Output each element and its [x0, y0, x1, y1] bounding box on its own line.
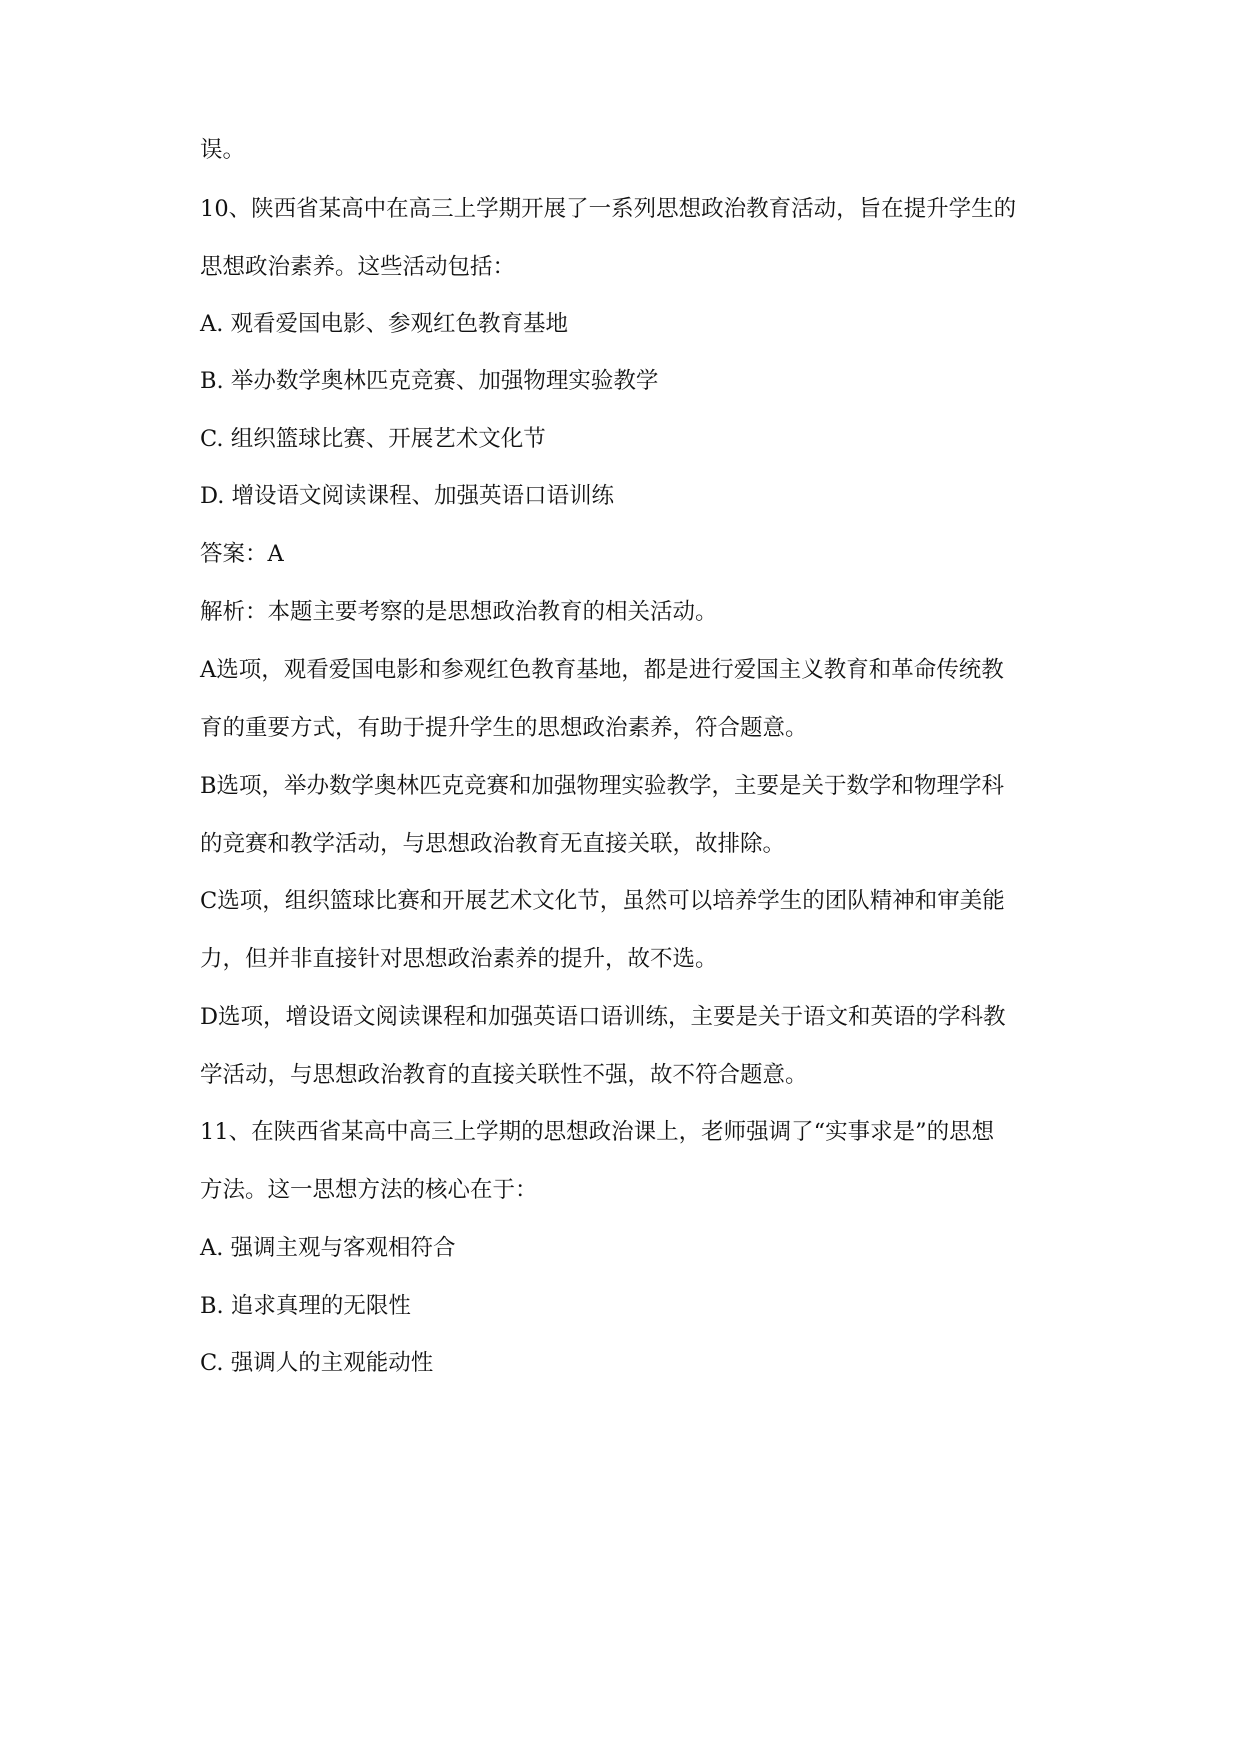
question-10-answer: 答案：A [200, 541, 284, 567]
analysis-option-b-line-1: B选项，举办数学奥林匹克竞赛和加强物理实验教学，主要是关于数学和物理学科 [200, 773, 1005, 799]
question-11-stem-line-2: 方法。这一思想方法的核心在于： [200, 1177, 538, 1203]
question-11-option-b: B. 追求真理的无限性 [200, 1293, 411, 1319]
analysis-option-b-line-2: 的竞赛和教学活动，与思想政治教育无直接关联，故排除。 [200, 831, 786, 857]
analysis-option-a-line-2: 育的重要方式，有助于提升学生的思想政治素养，符合题意。 [200, 715, 808, 741]
question-11-stem-line-1: 11、在陕西省某高中高三上学期的思想政治课上，老师强调了“实事求是”的思想 [200, 1119, 995, 1145]
question-10-analysis-intro: 解析：本题主要考察的是思想政治教育的相关活动。 [200, 599, 718, 625]
analysis-option-d-line-1: D选项，增设语文阅读课程和加强英语口语训练，主要是关于语文和英语的学科教 [200, 1004, 1006, 1030]
question-11-option-c: C. 强调人的主观能动性 [200, 1350, 434, 1376]
question-10-option-a: A. 观看爱国电影、参观红色教育基地 [200, 311, 569, 337]
question-10-option-b: B. 举办数学奥林匹克竞赛、加强物理实验教学 [200, 368, 659, 394]
analysis-option-c-line-1: C选项，组织篮球比赛和开展艺术文化节，虽然可以培养学生的团队精神和审美能 [200, 888, 1005, 914]
question-11-option-a: A. 强调主观与客观相符合 [200, 1235, 456, 1261]
question-10-stem-line-2: 思想政治素养。这些活动包括： [200, 254, 516, 280]
text-line-continuation: 误。 [200, 137, 246, 163]
question-10-stem-line-1: 10、陕西省某高中在高三上学期开展了一系列思想政治教育活动，旨在提升学生的 [200, 196, 1017, 222]
analysis-option-a-line-1: A选项，观看爱国电影和参观红色教育基地，都是进行爱国主义教育和革命传统教 [200, 657, 1004, 683]
analysis-option-d-line-2: 学活动，与思想政治教育的直接关联性不强，故不符合题意。 [200, 1062, 808, 1088]
question-10-option-c: C. 组织篮球比赛、开展艺术文化节 [200, 426, 546, 452]
analysis-option-c-line-2: 力，但并非直接针对思想政治素养的提升，故不选。 [200, 946, 718, 972]
question-10-option-d: D. 增设语文阅读课程、加强英语口语训练 [200, 483, 615, 509]
